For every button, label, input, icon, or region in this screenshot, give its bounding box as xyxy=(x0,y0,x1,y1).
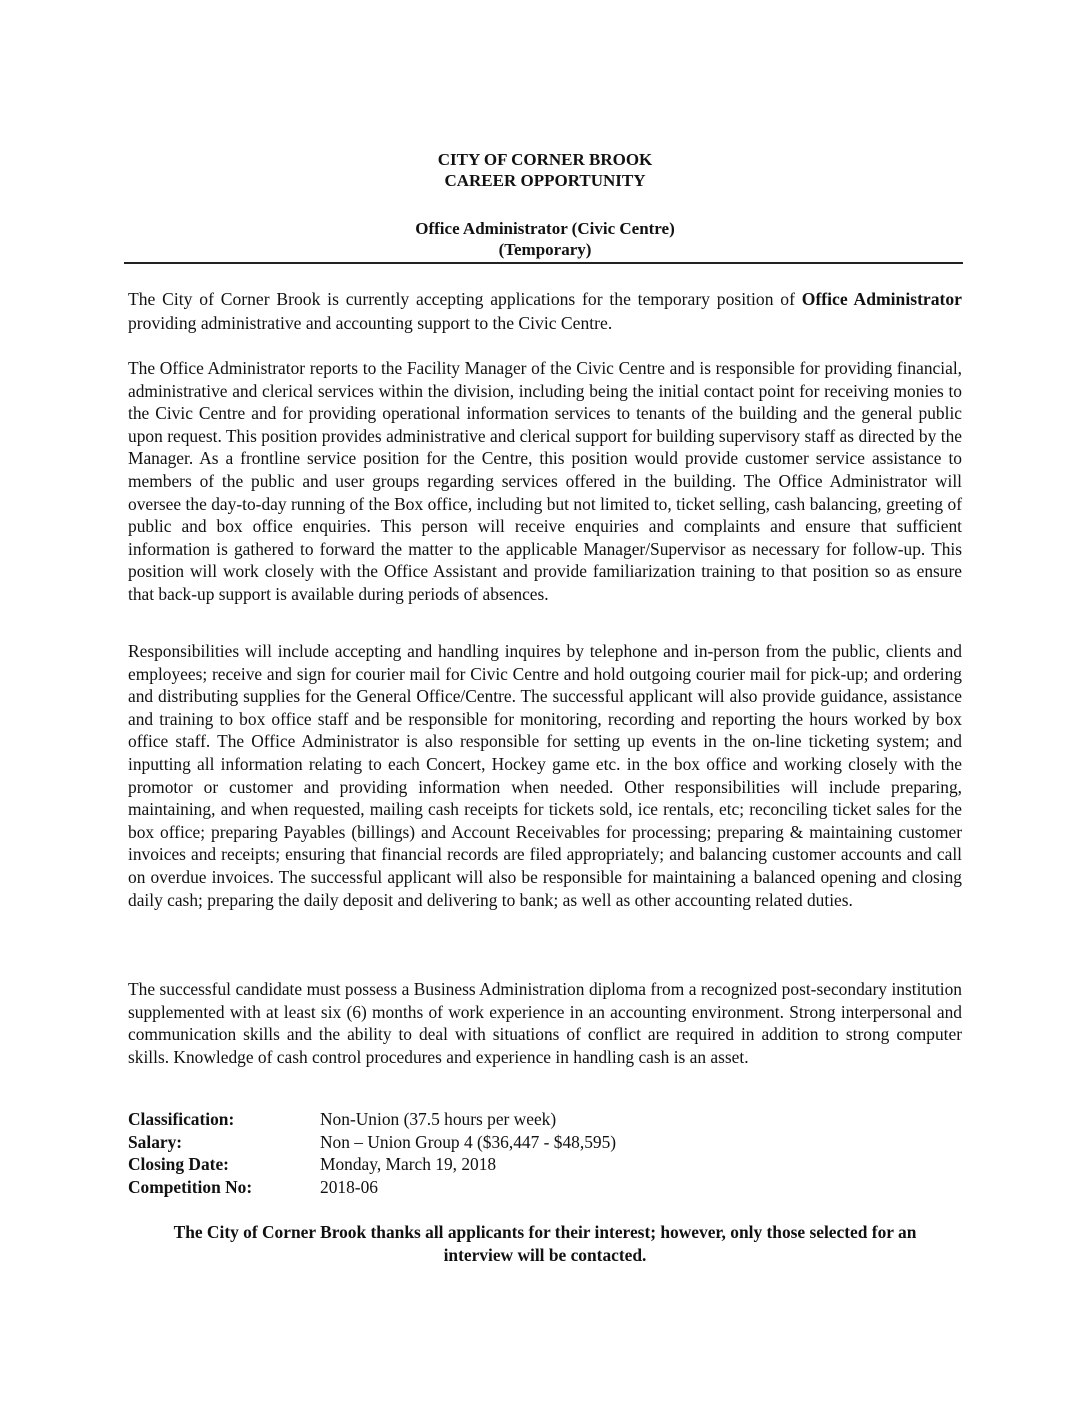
detail-label: Competition No: xyxy=(128,1176,253,1197)
position-heading xyxy=(128,218,962,260)
detail-row-competition-no xyxy=(128,1176,962,1199)
closing-line-2: interview will be contacted. xyxy=(443,1245,647,1265)
detail-label: Classification: xyxy=(128,1109,235,1129)
intro-position-name: Office Administrator xyxy=(801,289,962,309)
detail-label: Salary: xyxy=(128,1131,183,1152)
closing-statement xyxy=(128,1221,962,1267)
qualifications-paragraph: The successful candidate must possess a Business Administration diploma from a recognized post-secondary institution supplemented with at least six (6) months of work experience in an accounting environment. Strong interpersonal and communication skills and the ability to deal with situations of conflict are required in addition to strong computer skills. Knowledge of cash control procedures and experience in handling cash is an asset. xyxy=(128,979,962,1067)
intro-lead: The City of Corner Brook is currently accepting applications for the temporary position of xyxy=(128,289,802,309)
position-title: Office Administrator (Civic Centre) xyxy=(415,219,675,238)
header-divider xyxy=(124,262,963,264)
intro-paragraph xyxy=(128,287,962,335)
detail-value: Non-Union (37.5 hours per week) xyxy=(320,1109,557,1129)
detail-row-salary xyxy=(128,1131,962,1154)
position-term: (Temporary) xyxy=(498,240,592,259)
organization-name: CITY OF CORNER BROOK xyxy=(437,150,653,169)
responsibilities-paragraph: Responsibilities will include accepting and handling inquires by telephone and in-person from the public, clients and employees; receive and sign for courier mail for Civic Centre and hold outgoing courier mail for pick-up; and ordering and distributing supplies for the General Office/Centre. The successful applicant will also provide guidance, assistance and training to box office staff and be responsible for monitoring, recording and reporting the hours worked by box office staff. The Office Administrator is also responsible for setting up events in the on-line ticketing system; and inputting all information relating to each Concert, Hockey game etc. in the box office and working closely with the promotor or customer and providing information when needed. Other responsibilities will include preparing, maintaining, and when requested, mailing cash receipts for tickets sold, ice rentals, etc; reconciling ticket sales for the box office; preparing Payables (billings) and Account Receivables for processing; preparing & maintaining customer invoices and receipts; ensuring that financial records are filed appropriately; and balancing customer accounts and call on overdue invoices. The successful applicant will also be responsible for maintaining a balanced opening and closing daily cash; preparing the daily deposit and delivering to bank; as well as other accounting related duties. xyxy=(128,641,962,910)
detail-row-classification xyxy=(128,1108,962,1131)
detail-value: Monday, March 19, 2018 xyxy=(320,1154,497,1175)
intro-tail: providing administrative and accounting support to the Civic Centre. xyxy=(128,313,613,333)
document-header xyxy=(128,149,962,191)
detail-value: 2018-06 xyxy=(320,1176,378,1197)
role-paragraph: The Office Administrator reports to the Facility Manager of the Civic Centre and is responsible for providing financial, administrative and clerical services within the division, including being the initial contact point for receiving monies to the Civic Centre and for providing operational information services to tenants of the building and the general public upon request. This position provides administrative and clerical support for building supervisory staff as directed by the Manager. As a frontline service position for the Centre, this position would provide customer service assistance to members of the public and user groups regarding services offered in the building. The Office Administrator will oversee the day-to-day running of the Box office, including but not limited to, ticket selling, cash balancing, greeting of public and box office enquiries. This person will receive enquiries and complaints and ensure that sufficient information is gathered to forward the matter to the applicable Manager/Supervisor as necessary for follow-up. This position will work closely with the Office Assistant and provide familiarization training to that position so as ensure that back-up support is available during periods of absences. xyxy=(128,358,962,604)
document-type: CAREER OPPORTUNITY xyxy=(444,171,646,190)
detail-row-closing-date xyxy=(128,1153,962,1176)
closing-line-1: The City of Corner Brook thanks all applicants for their interest; however, only those selected for an xyxy=(173,1222,917,1242)
detail-label: Closing Date: xyxy=(128,1154,229,1175)
detail-value: Non – Union Group 4 ($36,447 - $48,595) xyxy=(320,1131,617,1152)
position-details xyxy=(128,1108,962,1198)
